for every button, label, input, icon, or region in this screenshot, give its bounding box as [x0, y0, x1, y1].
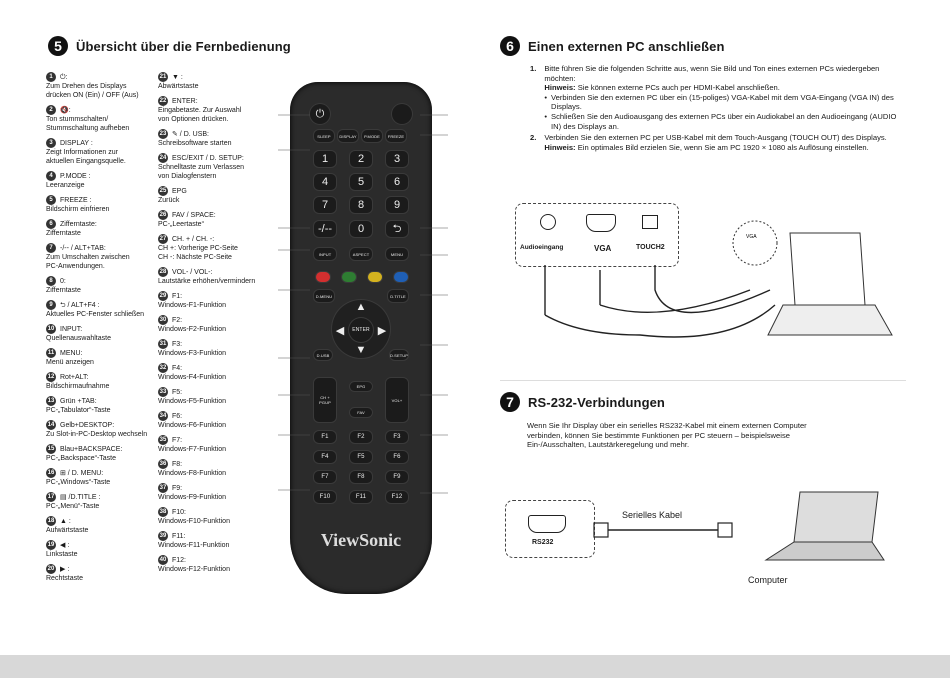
- pmode-button[interactable]: P.MODE: [362, 130, 382, 142]
- legend-number: 16: [46, 468, 56, 478]
- legend-description: CH +: Vorherige PC-Seite CH -: Nächste PC-Seite: [158, 245, 238, 261]
- legend-key-row: [158, 129, 268, 139]
- legend-key: F11:: [172, 532, 186, 540]
- legend-key: F5:: [172, 388, 183, 396]
- legend-key: 🔇:: [60, 106, 71, 114]
- legend-description: Zum Umschalten zwischen PC-Anwendungen.: [46, 254, 130, 270]
- epg-button[interactable]: EPG: [350, 382, 372, 391]
- legend-item: [158, 363, 268, 382]
- legend-key-row: [158, 411, 268, 421]
- legend-key: F1:: [172, 292, 183, 300]
- legend-key-row: [46, 564, 156, 574]
- legend-key: ◀ :: [60, 541, 70, 549]
- legend-number: 33: [158, 387, 168, 397]
- fav-button[interactable]: FAV: [350, 408, 372, 417]
- legend-description: PC-„Menü“-Taste: [46, 503, 100, 510]
- legend-description: Windows-F1-Funktion: [158, 302, 227, 309]
- bullet-text: Verbinden Sie den externen PC über ein (15-poliges) VGA-Kabel mit dem VGA-Eingang (VGA IN) des Displays.: [551, 92, 894, 112]
- legend-key: F7:: [172, 436, 183, 444]
- callout-lines: [270, 100, 460, 530]
- port-label-touch: TOUCH2: [636, 244, 665, 251]
- hint-label: Hinweis:: [544, 142, 576, 152]
- legend-description: Windows-F10-Funktion: [158, 518, 230, 525]
- legend-item: [46, 468, 156, 487]
- legend-item: [158, 507, 268, 526]
- freeze-button[interactable]: FREEZE: [386, 130, 406, 142]
- legend-description: Windows-F4-Funktion: [158, 374, 227, 381]
- legend-key: P.MODE :: [60, 172, 91, 180]
- legend-key-row: [46, 171, 156, 181]
- legend-description: Windows-F8-Funktion: [158, 470, 227, 477]
- legend-key: CH. + / CH. -:: [172, 235, 215, 243]
- legend-item: [46, 540, 156, 559]
- legend-key-row: [158, 507, 268, 517]
- legend-number: 7: [46, 243, 56, 253]
- legend-key: ENTER:: [172, 97, 198, 105]
- legend-key-row: [158, 435, 268, 445]
- legend-number: 30: [158, 315, 168, 325]
- step-hint: [544, 143, 886, 153]
- legend-key-row: [46, 243, 156, 253]
- legend-item: [158, 531, 268, 550]
- legend-description: Leeranzeige: [46, 182, 85, 189]
- legend-number: 5: [46, 195, 56, 205]
- legend-description: Linkstaste: [46, 551, 78, 558]
- legend-item: [158, 210, 268, 229]
- dusb-button[interactable]: D.USB: [314, 350, 332, 360]
- legend-description: Menü anzeigen: [46, 359, 94, 366]
- legend-number: 31: [158, 339, 168, 349]
- digit-1-button[interactable]: 1: [314, 151, 336, 167]
- f2-button[interactable]: F2: [350, 431, 372, 443]
- legend-item: [158, 267, 268, 286]
- legend-item: [158, 483, 268, 502]
- legend-left: [46, 72, 156, 588]
- f7-button[interactable]: F7: [314, 471, 336, 483]
- legend-key-row: [46, 300, 156, 310]
- legend-number: 4: [46, 171, 56, 181]
- down-button[interactable]: ▼: [355, 344, 367, 356]
- digit-4-button[interactable]: 4: [314, 174, 336, 190]
- legend-key-row: [46, 105, 156, 115]
- legend-number: 20: [46, 564, 56, 574]
- legend-key-row: [46, 420, 156, 430]
- step-text: Bitte führen Sie die folgenden Schritte aus, wenn Sie Bild und Ton eines externen PCs wiedergeben möchten:: [544, 64, 880, 83]
- legend-number: 15: [46, 444, 56, 454]
- legend-number: 12: [46, 372, 56, 382]
- legend-key: F2:: [172, 316, 183, 324]
- legend-description: Zu Slot-in-PC-Desktop wechseln: [46, 431, 148, 438]
- section-number: 5: [48, 36, 68, 56]
- legend-item: [46, 516, 156, 535]
- legend-key-row: [46, 540, 156, 550]
- step-text: Verbinden Sie den externen PC per USB-Kabel mit dem Touch-Ausgang (TOUCH OUT) des Displays.: [544, 133, 887, 143]
- rs232-port-icon: [528, 515, 566, 533]
- legend-key: F9:: [172, 484, 183, 492]
- digit-8-button[interactable]: 8: [350, 197, 372, 213]
- legend-item: [46, 564, 156, 583]
- legend-description: PC-„Tabulator“-Taste: [46, 407, 111, 414]
- legend-key-row: [158, 315, 268, 325]
- pc-connection-illustration: [520, 195, 900, 375]
- legend-description: Windows-F5-Funktion: [158, 398, 227, 405]
- legend-description: Zeigt Informationen zur aktuellen Eingangsquelle.: [46, 149, 126, 165]
- legend-description: PC-„Windows“-Taste: [46, 479, 111, 486]
- digit-0-button[interactable]: 0: [350, 221, 372, 237]
- legend-key-row: [158, 339, 268, 349]
- legend-key: F12:: [172, 556, 187, 564]
- legend-item: [46, 195, 156, 214]
- legend-item: [46, 420, 156, 439]
- bullet-item: • Schließen Sie den Audioausgang des externen PCs über ein Audiokabel an den Audioeingang (AUDIO IN) des Displays an.: [544, 112, 900, 131]
- digit-9-button[interactable]: 9: [386, 197, 408, 213]
- rs232-port-panel: [505, 500, 595, 558]
- legend-key-row: [158, 210, 268, 220]
- legend-key: MENU:: [60, 349, 83, 357]
- legend-number: 32: [158, 363, 168, 373]
- legend-number: 18: [46, 516, 56, 526]
- legend-description: Windows-F3-Funktion: [158, 350, 227, 357]
- power-icon: ⏻: [315, 107, 325, 120]
- legend-key: Gelb+DESKTOP:: [60, 421, 115, 429]
- legend-number: 25: [158, 186, 168, 196]
- legend-key: ▶ :: [60, 565, 70, 573]
- legend-description: Windows-F12-Funktion: [158, 566, 230, 573]
- alt-f4-button[interactable]: ⮌: [386, 221, 408, 237]
- legend-item: [158, 435, 268, 454]
- sleep-button[interactable]: SLEEP: [314, 130, 334, 142]
- legend-description: Ton stummschalten/ Stummschaltung aufheben: [46, 116, 130, 132]
- legend-key: FREEZE :: [60, 196, 92, 204]
- legend-key-row: [46, 492, 156, 502]
- legend-key: VOL- / VOL-:: [172, 268, 213, 276]
- legend-description: Schnelltaste zum Verlassen von Dialogfenstern: [158, 164, 244, 180]
- input-button[interactable]: INPUT: [314, 248, 336, 260]
- digit-5-button[interactable]: 5: [350, 174, 372, 190]
- legend-key: ⏻:: [60, 73, 68, 81]
- laptop-illustration: [760, 488, 890, 570]
- footer-bar: [0, 655, 950, 678]
- legend-description: Zurück: [158, 197, 180, 204]
- legend-number: 9: [46, 300, 56, 310]
- legend-item: [46, 138, 156, 166]
- legend-number: 11: [46, 348, 56, 358]
- f5-button[interactable]: F5: [350, 451, 372, 463]
- legend-description: Windows-F9-Funktion: [158, 494, 227, 501]
- legend-key-row: [46, 219, 156, 229]
- computer-label: Computer: [748, 575, 788, 585]
- legend-key: FAV / SPACE:: [172, 211, 216, 219]
- legend-description: Zum Drehen des Displays drücken ON (Ein) / OFF (Aus): [46, 83, 139, 99]
- legend-item: [46, 372, 156, 391]
- legend-description: Aufwärtstaste: [46, 527, 89, 534]
- legend-item: [158, 339, 268, 358]
- section7-description: Wenn Sie Ihr Display über ein serielles RS232-Kabel mit einem externen Computer verbinden, können Sie bestimmte Funktionen per PC steuern – beispielsweise Ein-/Ausschalten, Lautstärkeregelung und mehr.: [527, 421, 807, 450]
- legend-key: INPUT:: [60, 325, 83, 333]
- legend-key: F10:: [172, 508, 187, 516]
- legend-key: ▲ :: [60, 517, 71, 525]
- aspect-button[interactable]: ASPECT: [350, 248, 372, 260]
- hint-text: Sie können externe PCs auch per HDMI-Kabel anschließen.: [577, 83, 780, 93]
- legend-key-row: [46, 372, 156, 382]
- legend-right: [158, 72, 268, 579]
- legend-item: [46, 396, 156, 415]
- f6-button[interactable]: F6: [386, 451, 408, 463]
- legend-number: 27: [158, 234, 168, 244]
- legend-item: [46, 243, 156, 271]
- legend-item: [158, 555, 268, 574]
- legend-item: [46, 171, 156, 190]
- legend-item: [46, 492, 156, 511]
- section6-heading: [500, 36, 725, 56]
- legend-key: EPG: [172, 187, 187, 195]
- port-label-audio: Audioeingang: [520, 244, 564, 251]
- legend-description: Windows-F7-Funktion: [158, 446, 227, 453]
- step-number: 2.: [530, 133, 537, 143]
- legend-item: [46, 105, 156, 133]
- legend-description: Eingabetaste. Zur Auswahl von Optionen drücken.: [158, 107, 242, 123]
- alt-tab-button[interactable]: -/--: [314, 221, 336, 237]
- legend-key-row: [46, 324, 156, 334]
- legend-key: F3:: [172, 340, 183, 348]
- legend-item: [46, 219, 156, 238]
- legend-number: 8: [46, 276, 56, 286]
- legend-number: 24: [158, 153, 168, 163]
- legend-key-row: [158, 291, 268, 301]
- volume-label: VOL+: [391, 397, 403, 403]
- legend-number: 22: [158, 96, 168, 106]
- legend-key-row: [158, 363, 268, 373]
- legend-description: Quellenauswahltaste: [46, 335, 111, 342]
- windows-dmenu-button[interactable]: D.MENU: [314, 290, 334, 302]
- legend-key: ⮌ / ALT+F4 :: [60, 301, 100, 309]
- legend-number: 1: [46, 72, 56, 82]
- up-button[interactable]: ▲: [355, 301, 367, 313]
- channel-label: CH + PGUP: [319, 395, 331, 405]
- step-hint: [544, 83, 900, 93]
- port-label-vga: VGA: [594, 244, 612, 253]
- section-title: Übersicht über die Fernbedienung: [76, 38, 291, 54]
- f9-button[interactable]: F9: [386, 471, 408, 483]
- digit-3-button[interactable]: 3: [386, 151, 408, 167]
- legend-key-row: [46, 444, 156, 454]
- section-title: RS-232-Verbindungen: [528, 394, 665, 410]
- legend-number: 10: [46, 324, 56, 334]
- legend-key: ▤ /D.TITLE :: [60, 493, 101, 501]
- legend-item: [158, 315, 268, 334]
- legend-number: 19: [46, 540, 56, 550]
- f4-button[interactable]: F4: [314, 451, 336, 463]
- legend-key: Rot+ALT:: [60, 373, 89, 381]
- legend-number: 23: [158, 129, 168, 139]
- legend-description: Windows-F6-Funktion: [158, 422, 227, 429]
- legend-item: [158, 459, 268, 478]
- enter-button[interactable]: ENTER: [349, 318, 373, 342]
- step-1: [530, 64, 900, 131]
- legend-item: [158, 129, 268, 148]
- legend-key-row: [46, 138, 156, 148]
- digit-2-button[interactable]: 2: [350, 151, 372, 167]
- f12-button[interactable]: F12: [386, 491, 408, 503]
- legend-key-row: [46, 396, 156, 406]
- legend-number: 14: [46, 420, 56, 430]
- f8-button[interactable]: F8: [350, 471, 372, 483]
- digit-6-button[interactable]: 6: [386, 174, 408, 190]
- legend-key-row: [46, 72, 156, 82]
- legend-key-row: [158, 96, 268, 106]
- legend-number: 26: [158, 210, 168, 220]
- serial-cable-label: Serielles Kabel: [622, 510, 683, 520]
- section-number: 7: [500, 392, 520, 412]
- legend-key-row: [158, 186, 268, 196]
- legend-key-row: [158, 153, 268, 163]
- legend-key-row: [46, 276, 156, 286]
- f3-button[interactable]: F3: [386, 431, 408, 443]
- menu-button[interactable]: MENU: [386, 248, 408, 260]
- legend-key: -/-- / ALT+TAB:: [60, 244, 106, 252]
- legend-key: 0:: [60, 277, 66, 285]
- legend-description: Bildschirmaufnahme: [46, 383, 110, 390]
- legend-key-row: [158, 555, 268, 565]
- legend-item: [46, 276, 156, 295]
- legend-description: PC-„Leertaste“: [158, 221, 204, 228]
- legend-key: Grün +TAB:: [60, 397, 97, 405]
- legend-item: [46, 72, 156, 100]
- rs232-label: RS232: [532, 539, 554, 546]
- section7-heading: [500, 392, 665, 412]
- bullet-item: • Verbinden Sie den externen PC über ein (15-poliges) VGA-Kabel mit dem VGA-Eingang (VGA IN) des Displays.: [544, 93, 900, 112]
- legend-description: Lautstärke erhöhen/vermindern: [158, 278, 256, 285]
- section-divider: [500, 380, 906, 381]
- legend-item: [46, 324, 156, 343]
- f10-button[interactable]: F10: [314, 491, 336, 503]
- legend-item: [158, 186, 268, 205]
- legend-item: [158, 96, 268, 124]
- legend-key: DISPLAY :: [60, 139, 93, 147]
- legend-number: 34: [158, 411, 168, 421]
- menu-dtitle-button[interactable]: D.TITLE: [388, 290, 408, 302]
- section-number: 6: [500, 36, 520, 56]
- legend-item: [158, 72, 268, 91]
- legend-number: 39: [158, 531, 168, 541]
- legend-number: 29: [158, 291, 168, 301]
- legend-key: F4:: [172, 364, 183, 372]
- legend-item: [46, 300, 156, 319]
- legend-description: Zifferntaste: [46, 287, 81, 294]
- legend-number: 3: [46, 138, 56, 148]
- vga-small-label: VGA: [746, 234, 757, 240]
- legend-key: Blau+BACKSPACE:: [60, 445, 123, 453]
- legend-description: Windows-F2-Funktion: [158, 326, 227, 333]
- legend-number: 28: [158, 267, 168, 277]
- legend-number: 2: [46, 105, 56, 115]
- section-title: Einen externen PC anschließen: [528, 38, 725, 54]
- legend-description: Zifferntaste: [46, 230, 81, 237]
- dsetup-button[interactable]: D.SETUP: [390, 350, 408, 360]
- digit-7-button[interactable]: 7: [314, 197, 336, 213]
- legend-key: ✎ / D. USB:: [172, 130, 209, 138]
- legend-description: Rechtstaste: [46, 575, 83, 582]
- legend-description: PC-„Backspace“-Taste: [46, 455, 117, 462]
- legend-key: ESC/EXIT / D. SETUP:: [172, 154, 244, 162]
- legend-description: Abwärtstaste: [158, 83, 199, 90]
- f1-button[interactable]: F1: [314, 431, 336, 443]
- legend-number: 35: [158, 435, 168, 445]
- legend-number: 37: [158, 483, 168, 493]
- legend-key: F6:: [172, 412, 183, 420]
- legend-item: [158, 234, 268, 262]
- legend-key-row: [46, 348, 156, 358]
- section5-heading: [48, 36, 291, 56]
- legend-number: 13: [46, 396, 56, 406]
- legend-item: [158, 411, 268, 430]
- legend-number: 36: [158, 459, 168, 469]
- legend-number: 38: [158, 507, 168, 517]
- legend-number: 21: [158, 72, 168, 82]
- bullet-text: Schließen Sie den Audioausgang des externen PCs über ein Audiokabel an den Audioeingang (AUDIO IN) des Displays an.: [551, 111, 897, 131]
- legend-key-row: [158, 387, 268, 397]
- hint-text: Ein optimales Bild erzielen Sie, wenn Sie am PC 1920 × 1080 als Auflösung einstellen.: [577, 142, 869, 152]
- legend-description: Bildschirm einfrieren: [46, 206, 110, 213]
- legend-key-row: [158, 459, 268, 469]
- legend-number: 17: [46, 492, 56, 502]
- legend-key-row: [158, 267, 268, 277]
- step-2: [530, 133, 900, 152]
- legend-item: [158, 387, 268, 406]
- step-number: 1.: [530, 64, 537, 73]
- legend-key-row: [158, 483, 268, 493]
- right-button[interactable]: ▶: [377, 324, 387, 337]
- legend-item: [46, 348, 156, 367]
- legend-item: [158, 153, 268, 181]
- legend-key-row: [158, 72, 268, 82]
- legend-key: ⊞ / D. MENU:: [60, 469, 104, 477]
- legend-key: Zifferntaste:: [60, 220, 97, 228]
- legend-item: [46, 444, 156, 463]
- legend-key-row: [158, 234, 268, 244]
- legend-description: Aktuelles PC-Fenster schließen: [46, 311, 145, 318]
- legend-key-row: [46, 468, 156, 478]
- legend-description: Windows-F11-Funktion: [158, 542, 230, 549]
- legend-number: 40: [158, 555, 168, 565]
- legend-item: [158, 291, 268, 310]
- f11-button[interactable]: F11: [350, 491, 372, 503]
- legend-key-row: [46, 516, 156, 526]
- legend-description: Schreibsoftware starten: [158, 140, 232, 147]
- legend-key: F8:: [172, 460, 183, 468]
- legend-key-row: [158, 531, 268, 541]
- left-button[interactable]: ◀: [335, 324, 345, 337]
- hint-label: Hinweis:: [544, 83, 576, 93]
- display-button[interactable]: DISPLAY: [338, 130, 358, 142]
- legend-number: 6: [46, 219, 56, 229]
- legend-key-row: [46, 195, 156, 205]
- legend-key: ▼ :: [172, 73, 183, 81]
- brand-logo: ViewSonic: [320, 530, 402, 550]
- section6-steps: [530, 64, 900, 152]
